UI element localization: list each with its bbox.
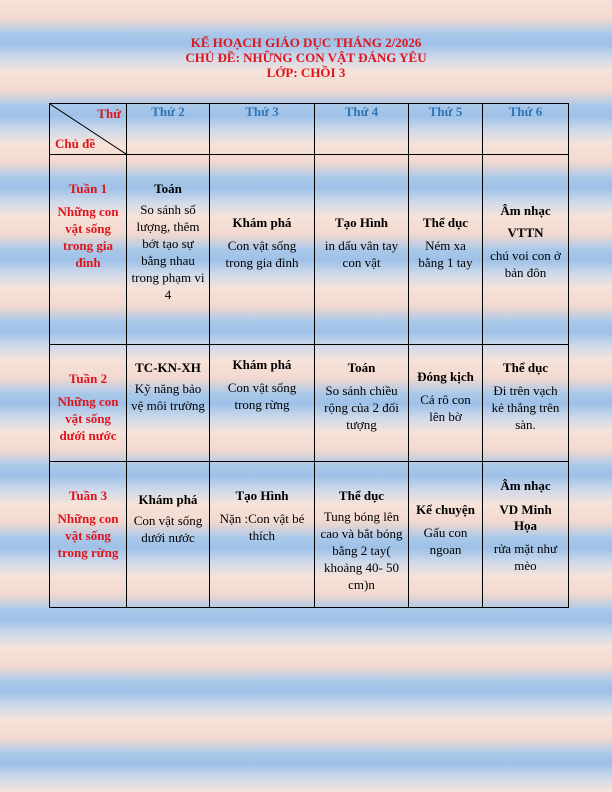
subject-label: TC-KN-XH bbox=[135, 360, 201, 375]
activity-text: So sánh số lượng, thêm bớt tạo sự bằng nhau trong phạm vi 4 bbox=[131, 202, 205, 302]
subject-label: Khám phá bbox=[138, 492, 198, 507]
activity-text: Nặn :Con vật bé thích bbox=[219, 511, 305, 543]
week-label: Tuần 1 bbox=[68, 181, 108, 196]
activity-text: Ném xa bằng 1 tay bbox=[418, 238, 473, 270]
activity-text: Gấu con ngoan bbox=[423, 525, 468, 557]
class-title: LỚP: CHỒI 3 bbox=[266, 65, 346, 80]
week-topic: Những con vật sống trong rừng bbox=[57, 511, 119, 560]
table-header-row bbox=[50, 104, 569, 155]
table-row bbox=[50, 155, 569, 345]
lesson-plan-table bbox=[49, 103, 569, 608]
activity-text: Con vật sống dưới nước bbox=[133, 513, 203, 545]
corner-cell bbox=[50, 104, 127, 155]
week-label: Tuần 2 bbox=[68, 371, 108, 386]
activity-cell bbox=[483, 462, 569, 608]
subject-label: Âm nhạc bbox=[500, 203, 551, 218]
subject-sublabel: VTTN bbox=[507, 225, 544, 240]
theme-title: CHỦ ĐỀ: NHỮNG CON VẬT ĐÁNG YÊU bbox=[185, 50, 427, 65]
week-topic: Những con vật sống dưới nước bbox=[57, 394, 119, 443]
activity-cell bbox=[409, 462, 483, 608]
subject-label: Âm nhạc bbox=[500, 478, 551, 493]
day-header: Thứ 3 bbox=[210, 104, 315, 155]
week-topic: Những con vật sống trong gia đình bbox=[57, 204, 119, 270]
activity-cell bbox=[483, 155, 569, 345]
day-header: Thứ 5 bbox=[409, 104, 483, 155]
subject-label: Tạo Hình bbox=[334, 215, 389, 230]
activity-cell bbox=[210, 462, 315, 608]
activity-cell bbox=[127, 155, 210, 345]
activity-text: Đi trên vạch kẻ thẳng trên sàn. bbox=[491, 383, 560, 432]
subject-label: Thể dục bbox=[422, 215, 469, 230]
activity-text: Tung bóng lên cao và bắt bóng bằng 2 tay( khoảng 40- 50 cm)n bbox=[320, 509, 403, 592]
subject-sublabel: VD Minh Họa bbox=[499, 502, 552, 533]
activity-cell bbox=[210, 155, 315, 345]
subject-label: Tạo Hình bbox=[235, 488, 289, 503]
subject-label: Khám phá bbox=[232, 357, 292, 372]
activity-cell bbox=[210, 345, 315, 462]
activity-text: in dấu vân tay con vật bbox=[324, 238, 399, 270]
activity-cell bbox=[409, 345, 483, 462]
corner-day-label: Thứ bbox=[97, 106, 121, 121]
subject-label: Thể dục bbox=[502, 360, 549, 375]
week-label: Tuần 3 bbox=[68, 488, 108, 503]
activity-text: rửa mặt như mèo bbox=[493, 541, 558, 573]
activity-cell bbox=[409, 155, 483, 345]
week-cell bbox=[50, 462, 127, 608]
activity-text: Con vật sống trong rừng bbox=[227, 380, 297, 412]
activity-cell bbox=[315, 155, 409, 345]
document-header bbox=[0, 35, 612, 80]
activity-text: chú voi con ở bản đôn bbox=[490, 248, 561, 280]
subject-label: Kể chuyện bbox=[416, 502, 475, 517]
corner-topic-label: Chủ đề bbox=[55, 136, 96, 151]
table-row bbox=[50, 345, 569, 462]
activity-cell bbox=[127, 345, 210, 462]
activity-cell bbox=[483, 345, 569, 462]
subject-label: Toán bbox=[347, 360, 376, 375]
activity-cell bbox=[315, 462, 409, 608]
activity-text: Cá rô con lên bờ bbox=[420, 392, 471, 424]
day-header: Thứ 2 bbox=[127, 104, 210, 155]
subject-label: Toán bbox=[154, 181, 182, 196]
day-header: Thứ 4 bbox=[315, 104, 409, 155]
activity-cell bbox=[127, 462, 210, 608]
subject-label: Thể dục bbox=[338, 488, 385, 503]
plan-title: KẾ HOẠCH GIÁO DỤC THÁNG 2/2026 bbox=[190, 35, 422, 50]
subject-label: Đóng kịch bbox=[417, 369, 474, 384]
week-cell bbox=[50, 345, 127, 462]
subject-label: Khám phá bbox=[232, 215, 292, 230]
week-cell bbox=[50, 155, 127, 345]
table-row bbox=[50, 462, 569, 608]
activity-text: So sánh chiều rộng của 2 đối tượng bbox=[324, 383, 399, 432]
day-header: Thứ 6 bbox=[483, 104, 569, 155]
activity-cell bbox=[315, 345, 409, 462]
activity-text: Con vật sống trong gia đình bbox=[225, 238, 299, 270]
activity-text: Kỹ năng bảo vệ môi trường bbox=[131, 381, 205, 413]
